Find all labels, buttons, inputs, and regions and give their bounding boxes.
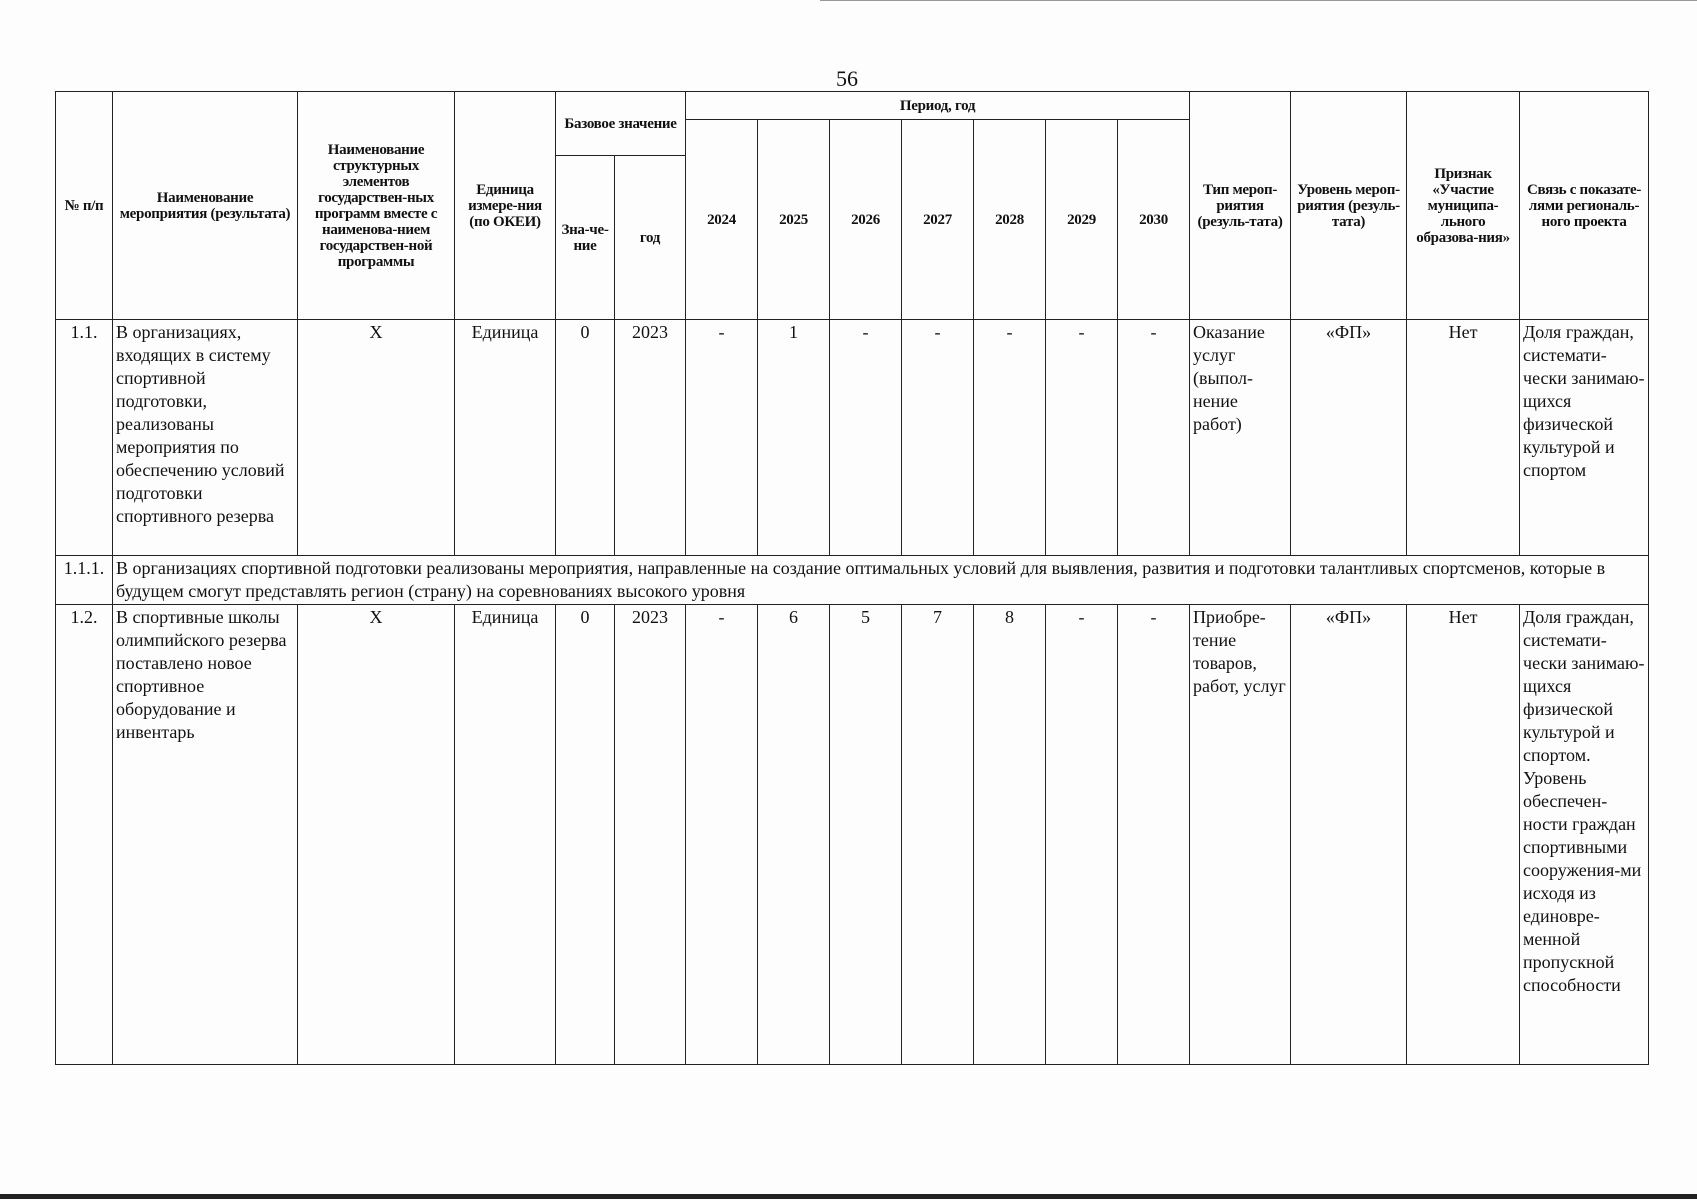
row-base-value: 0 (556, 605, 615, 1065)
row-num: 1.1. (56, 320, 113, 556)
row-year-value: - (1046, 320, 1118, 556)
table-row (56, 605, 1649, 1065)
header-level: Уровень мероп-риятия (резуль-тата) (1291, 92, 1407, 320)
year-header: 2024 (686, 120, 758, 320)
row-year-value: - (686, 605, 758, 1065)
header-sign: Признак «Участие муниципа-льного образова-ния» (1407, 92, 1520, 320)
header-row-1 (56, 92, 1649, 120)
row-num: 1.2. (56, 605, 113, 1065)
header-base: Базовое значение (556, 92, 686, 156)
subrow-text: В организациях спортивной подготовки реализованы мероприятия, направленные на создание оптимальных условий для выявления, развития и подготовки талантливых спортсменов, которые в будущем смогут представлять регион (страну) на соревнованиях высокого уровня (113, 556, 1649, 605)
header-unit: Единица измере-ния (по ОКЕИ) (455, 92, 556, 320)
header-period: Период, год (686, 92, 1190, 120)
row-sign: Нет (1407, 605, 1520, 1065)
row-year-value: 8 (974, 605, 1046, 1065)
row-year-value: - (1118, 605, 1190, 1065)
row-year-value: 7 (902, 605, 974, 1065)
row-year-value: 5 (830, 605, 902, 1065)
table-row (56, 320, 1649, 556)
row-link: Доля граждан, системати-чески занимаю-щихся физической культурой и спортом (1520, 320, 1649, 556)
row-year-value: - (1046, 605, 1118, 1065)
year-header: 2025 (758, 120, 830, 320)
page-number: 56 (836, 66, 858, 91)
top-edge-line (820, 0, 1697, 1)
row-year-value: - (902, 320, 974, 556)
row-year-value: - (1118, 320, 1190, 556)
header-base-year: год (615, 156, 686, 320)
bottom-edge-bar (0, 1194, 1697, 1199)
row-name: В организациях, входящих в систему спортивной подготовки, реализованы мероприятия по обеспечению условий подготовки спортивного резерва (113, 320, 298, 556)
row-year-value: - (686, 320, 758, 556)
subrow-num: 1.1.1. (56, 556, 113, 605)
header-structural: Наименование структурных элементов государствен-ных программ вместе с наименова-нием государствен-ной программы (298, 92, 455, 320)
header-base-value: Зна-че-ние (556, 156, 615, 320)
row-name: В спортивные школы олимпийского резерва поставлено новое спортивное оборудование и инвентарь (113, 605, 298, 1065)
row-structural: Х (298, 605, 455, 1065)
row-base-value: 0 (556, 320, 615, 556)
header-type: Тип мероп-риятия (резуль-тата) (1190, 92, 1291, 320)
row-type: Приобре-тение товаров, работ, услуг (1190, 605, 1291, 1065)
sub-row (56, 556, 1649, 605)
row-link: Доля граждан, системати-чески занимаю-щихся физической культурой и спортом. Уровень обеспечен-ности граждан спортивными сооружения-ми исходя из единовре-менной пропускной способности (1520, 605, 1649, 1065)
row-sign: Нет (1407, 320, 1520, 556)
year-header: 2029 (1046, 120, 1118, 320)
year-header: 2027 (902, 120, 974, 320)
header-num: № п/п (56, 92, 113, 320)
header-name: Наименование мероприятия (результата) (113, 92, 298, 320)
year-header: 2028 (974, 120, 1046, 320)
row-year-value: 6 (758, 605, 830, 1065)
row-base-year: 2023 (615, 320, 686, 556)
year-header: 2030 (1118, 120, 1190, 320)
year-header: 2026 (830, 120, 902, 320)
row-unit: Единица (455, 605, 556, 1065)
row-year-value: - (974, 320, 1046, 556)
row-unit: Единица (455, 320, 556, 556)
row-level: «ФП» (1291, 320, 1407, 556)
row-type: Оказание услуг (выпол-нение работ) (1190, 320, 1291, 556)
row-structural: Х (298, 320, 455, 556)
measures-table (55, 91, 1649, 1065)
header-link: Связь с показате-лями региональ-ного проекта (1520, 92, 1649, 320)
row-level: «ФП» (1291, 605, 1407, 1065)
row-year-value: - (830, 320, 902, 556)
row-year-value: 1 (758, 320, 830, 556)
row-base-year: 2023 (615, 605, 686, 1065)
